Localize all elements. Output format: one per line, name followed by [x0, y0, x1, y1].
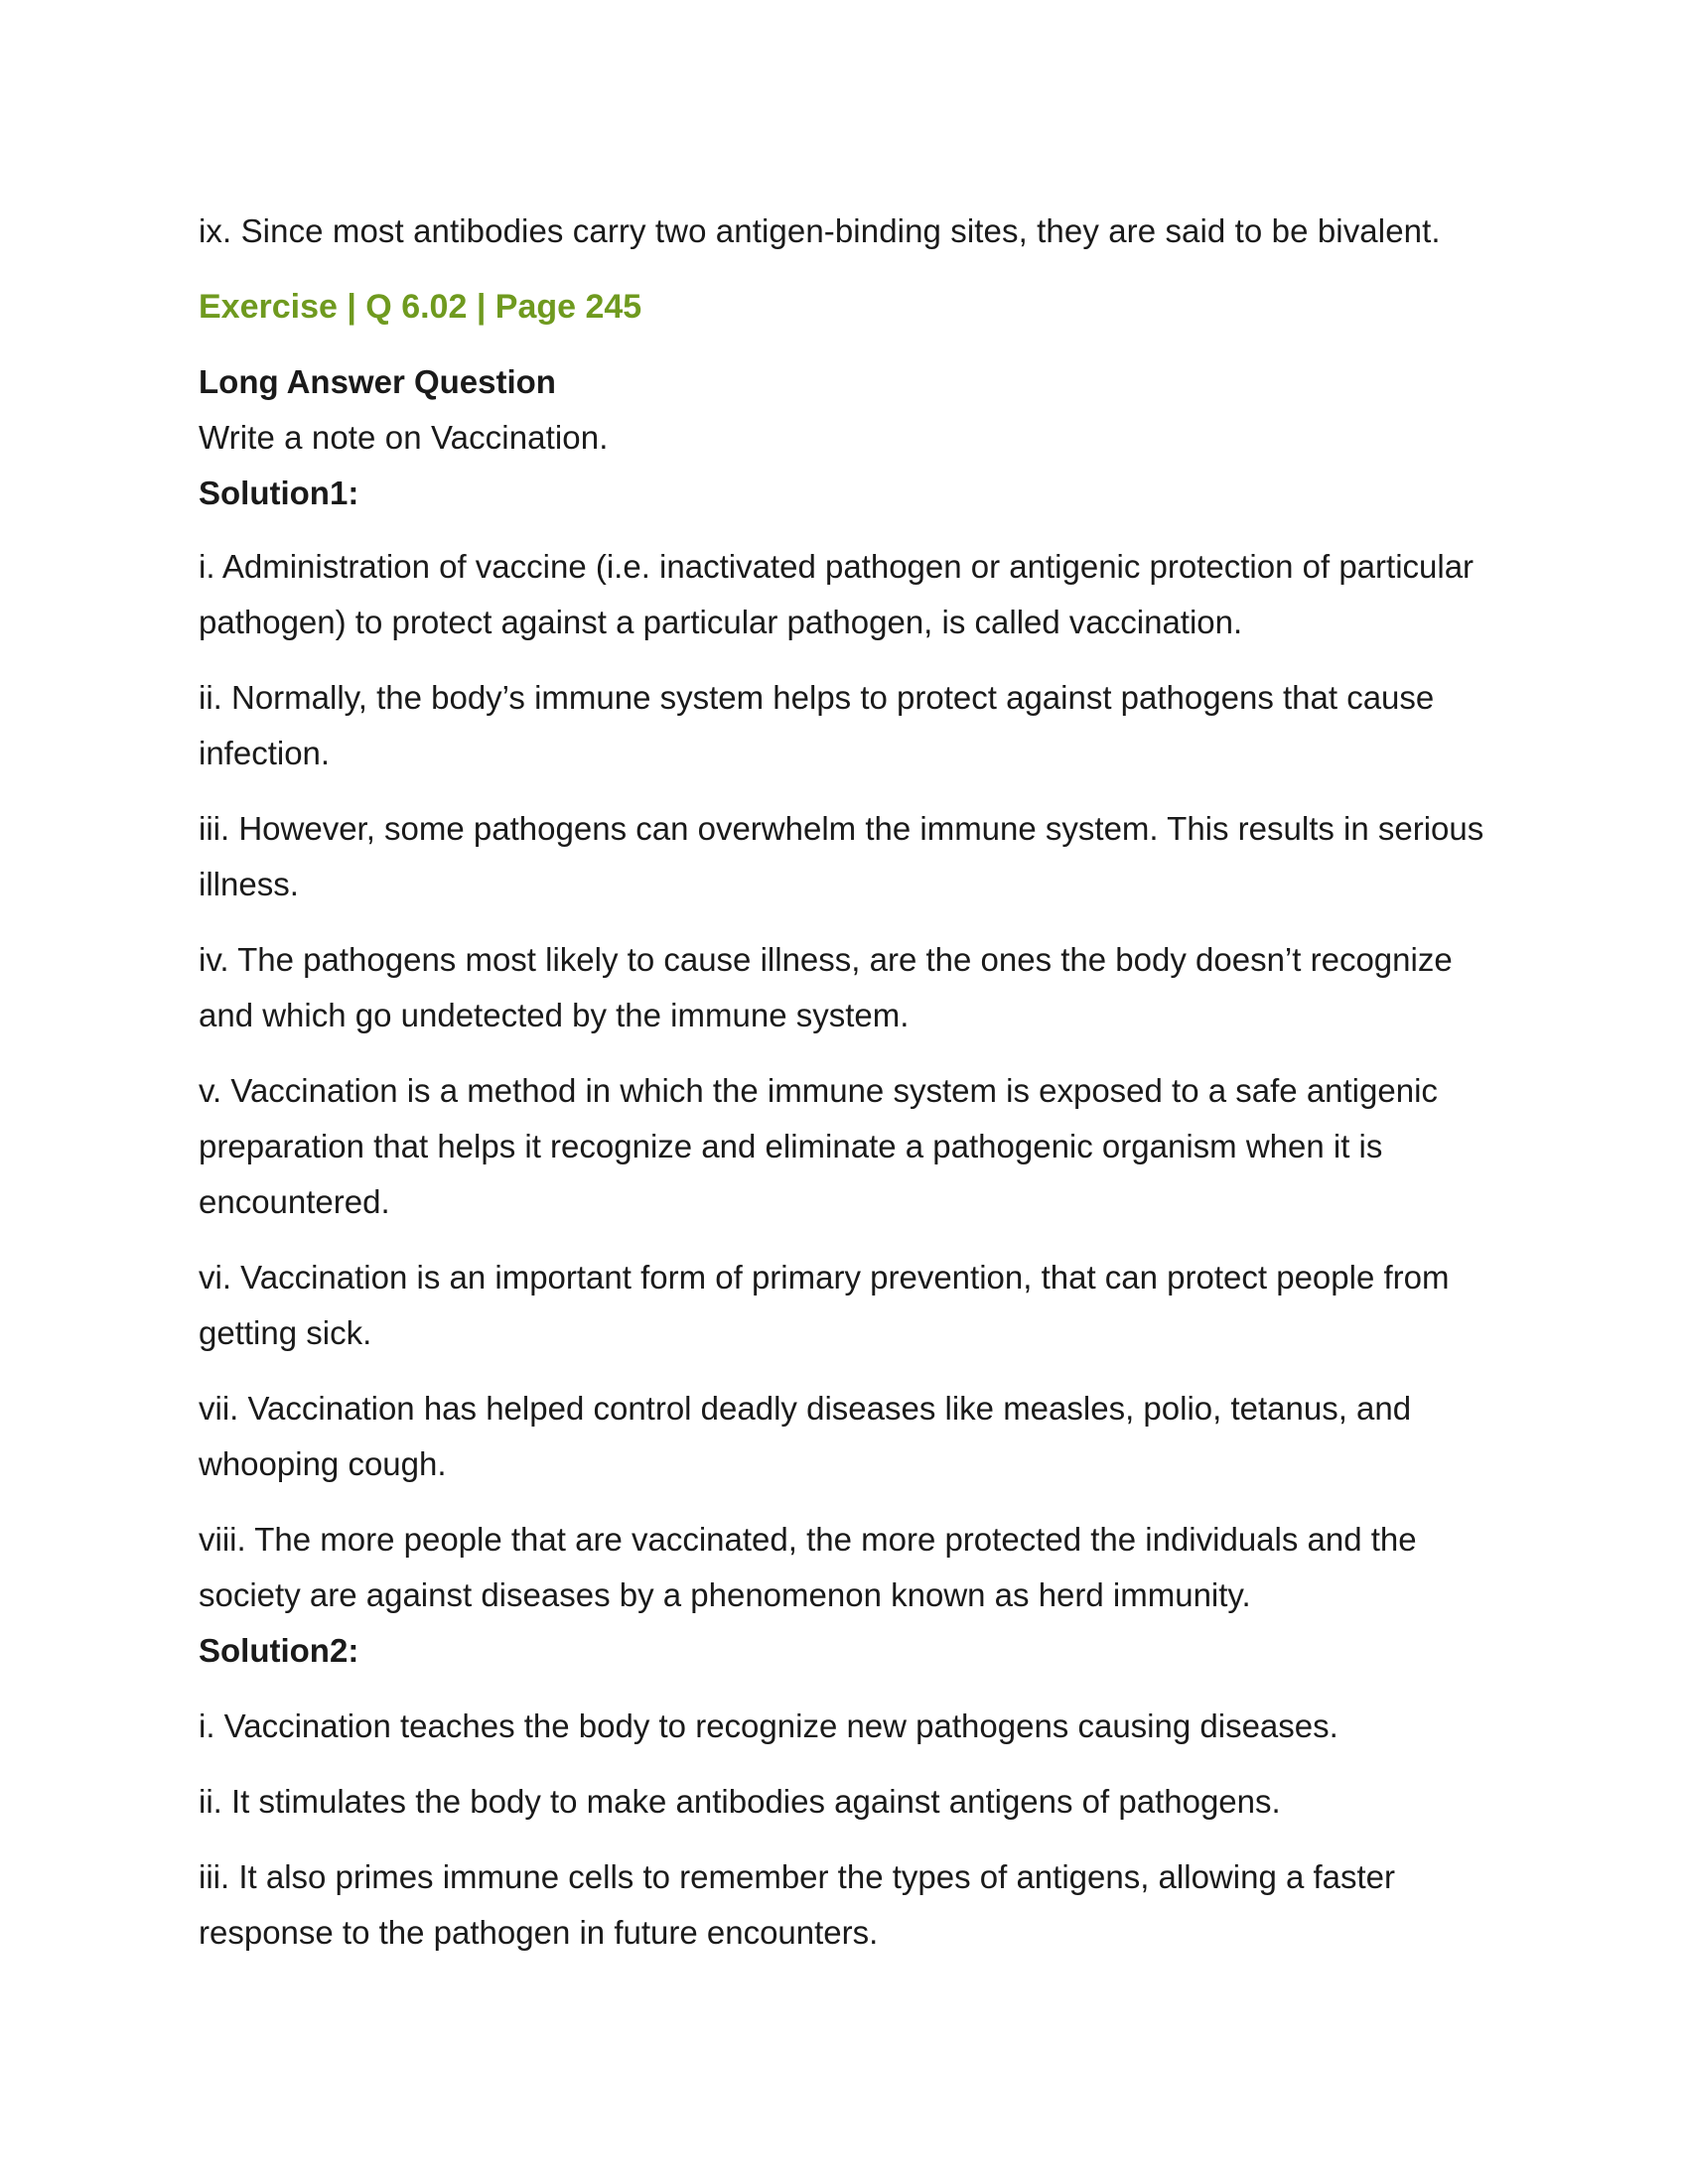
solution2-point: ii. It stimulates the body to make antibodies against antigens of pathogens. [199, 1783, 1281, 1820]
solution1-point: iv. The pathogens most likely to cause illness, are the ones the body doesn’t recognize and which go undetected by the immune system. [199, 941, 1453, 1033]
solution1-point: viii. The more people that are vaccinated, the more protected the individuals and the society are against diseases by a phenomenon known as herd immunity. [199, 1521, 1417, 1613]
section-title: Long Answer Question [199, 363, 556, 400]
solution1-list [199, 539, 1509, 1623]
solution1-label: Solution1: [199, 475, 359, 511]
solution1-point: iii. However, some pathogens can overwhelm the immune system. This results in serious illness. [199, 810, 1484, 902]
solution2-point: i. Vaccination teaches the body to recognize new pathogens causing diseases. [199, 1707, 1338, 1744]
solution1-point: vii. Vaccination has helped control deadly diseases like measles, polio, tetanus, and whooping cough. [199, 1390, 1412, 1482]
document-page [199, 204, 1509, 1961]
solution2-list [199, 1699, 1509, 1961]
question-text: Write a note on Vaccination. [199, 419, 609, 456]
solution1-point: v. Vaccination is a method in which the immune system is exposed to a safe antigenic preparation that helps it recognize and eliminate a pathogenic organism when it is encountered. [199, 1072, 1438, 1220]
intro-paragraph: ix. Since most antibodies carry two antigen-binding sites, they are said to be bivalent. [199, 212, 1441, 249]
exercise-heading: Exercise | Q 6.02 | Page 245 [199, 288, 642, 326]
solution1-point: i. Administration of vaccine (i.e. inactivated pathogen or antigenic protection of particular pathogen) to protect against a particular pathogen, is called vaccination. [199, 548, 1475, 640]
solution1-point: vi. Vaccination is an important form of primary prevention, that can protect people from getting sick. [199, 1259, 1450, 1351]
solution2-point: iii. It also primes immune cells to remember the types of antigens, allowing a faster response to the pathogen in future encounters. [199, 1858, 1396, 1951]
solution1-point: ii. Normally, the body’s immune system helps to protect against pathogens that cause infection. [199, 679, 1435, 771]
solution2-label: Solution2: [199, 1632, 359, 1669]
